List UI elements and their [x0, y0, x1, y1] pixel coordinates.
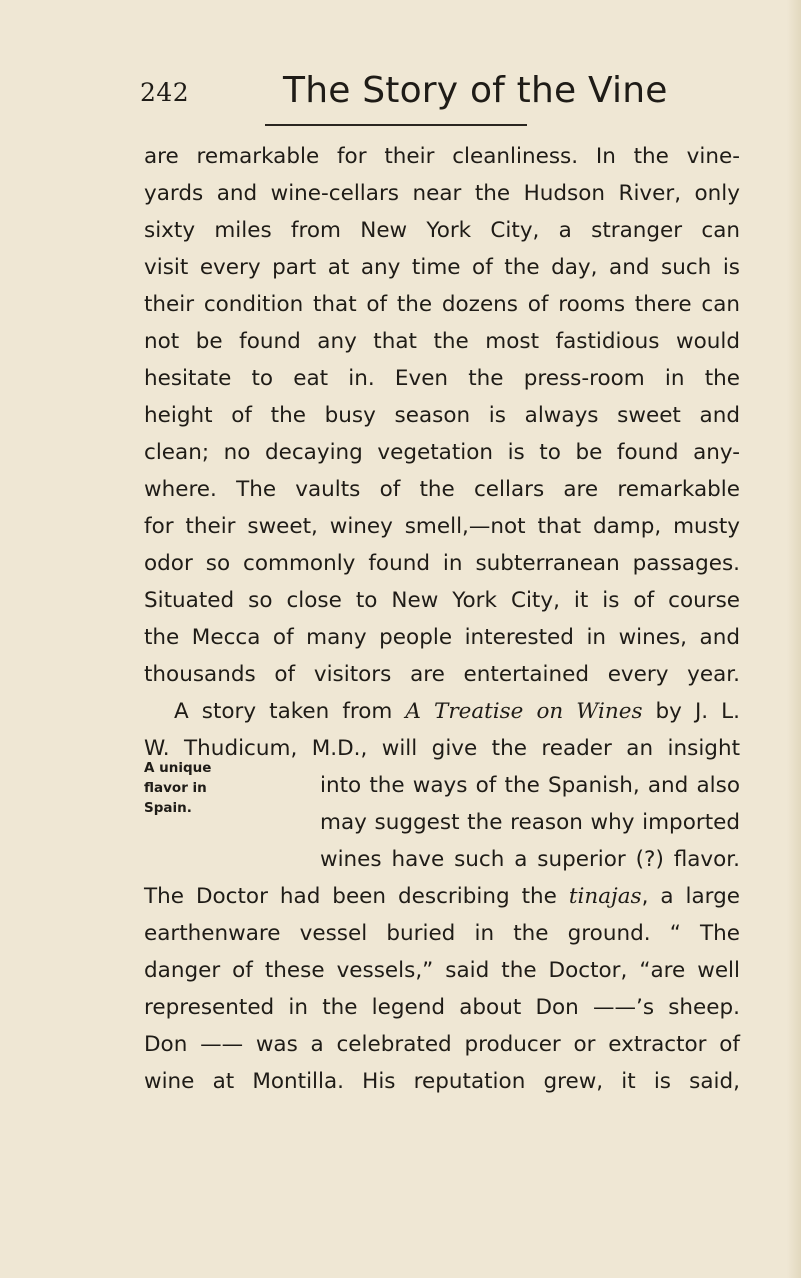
text-line-beside-note: may suggest the reason why imported [320, 810, 740, 835]
text-line: Don —— was a celebrated producer or extractor of [144, 1032, 740, 1057]
text-line: visit every part at any time of the day, and such is [144, 255, 740, 280]
text-line: danger of these vessels,” said the Doctor, “are well [144, 958, 740, 983]
body-text [144, 138, 740, 1100]
text-line: thousands of visitors are entertained every year. [144, 662, 740, 687]
text-line: the Mecca of many people interested in wines, and [144, 625, 740, 650]
text-line: height of the busy season is always sweet and [144, 403, 740, 428]
text-line: earthenware vessel buried in the ground. “ The [144, 921, 740, 946]
text-line: Situated so close to New York City, it is of course [144, 588, 740, 613]
text-fragment: by J. L. [642, 699, 740, 724]
page-edge-shadow [787, 0, 801, 1278]
text-line: W. Thudicum, M.D., will give the reader an insight [144, 736, 740, 761]
text-line: clean; no decaying vegetation is to be found any- [144, 440, 740, 465]
text-line-story-intro [144, 693, 740, 730]
margin-note-line: Spain. [144, 800, 192, 816]
text-fragment: , a large [641, 884, 741, 909]
text-line: wine at Montilla. His reputation grew, it is said, [144, 1069, 740, 1094]
text-line-beside-note: wines have such a superior (?) flavor. [320, 847, 740, 872]
margin-note-line: A unique [144, 760, 212, 776]
text-line: for their sweet, winey smell,—not that damp, musty [144, 514, 740, 539]
book-title: A Treatise on Wines [405, 699, 643, 724]
text-fragment: A story taken from [174, 699, 406, 724]
text-line: are remarkable for their cleanliness. In the vine- [144, 144, 740, 169]
page-number: 242 [140, 78, 190, 107]
text-line: not be found any that the most fastidious would [144, 329, 740, 354]
text-line-beside-note: into the ways of the Spanish, and also [320, 773, 740, 798]
page-header [140, 70, 740, 114]
text-line: represented in the legend about Don ——’s sheep. [144, 995, 740, 1020]
text-line: sixty miles from New York City, a stranger can [144, 218, 740, 243]
text-line-doctor [144, 878, 740, 915]
header-rule [265, 124, 527, 126]
margin-note-line: flavor in [144, 780, 207, 796]
text-line: their condition that of the dozens of rooms there can [144, 292, 740, 317]
text-fragment: The Doctor had been describing the [144, 884, 569, 909]
text-line: yards and wine-cellars near the Hudson River, only [144, 181, 740, 206]
text-line: where. The vaults of the cellars are remarkable [144, 477, 740, 502]
text-line: hesitate to eat in. Even the press-room in the [144, 366, 740, 391]
running-title: The Story of the Vine [283, 70, 668, 111]
italic-term: tinajas [568, 884, 642, 909]
text-line: odor so commonly found in subterranean passages. [144, 551, 740, 576]
